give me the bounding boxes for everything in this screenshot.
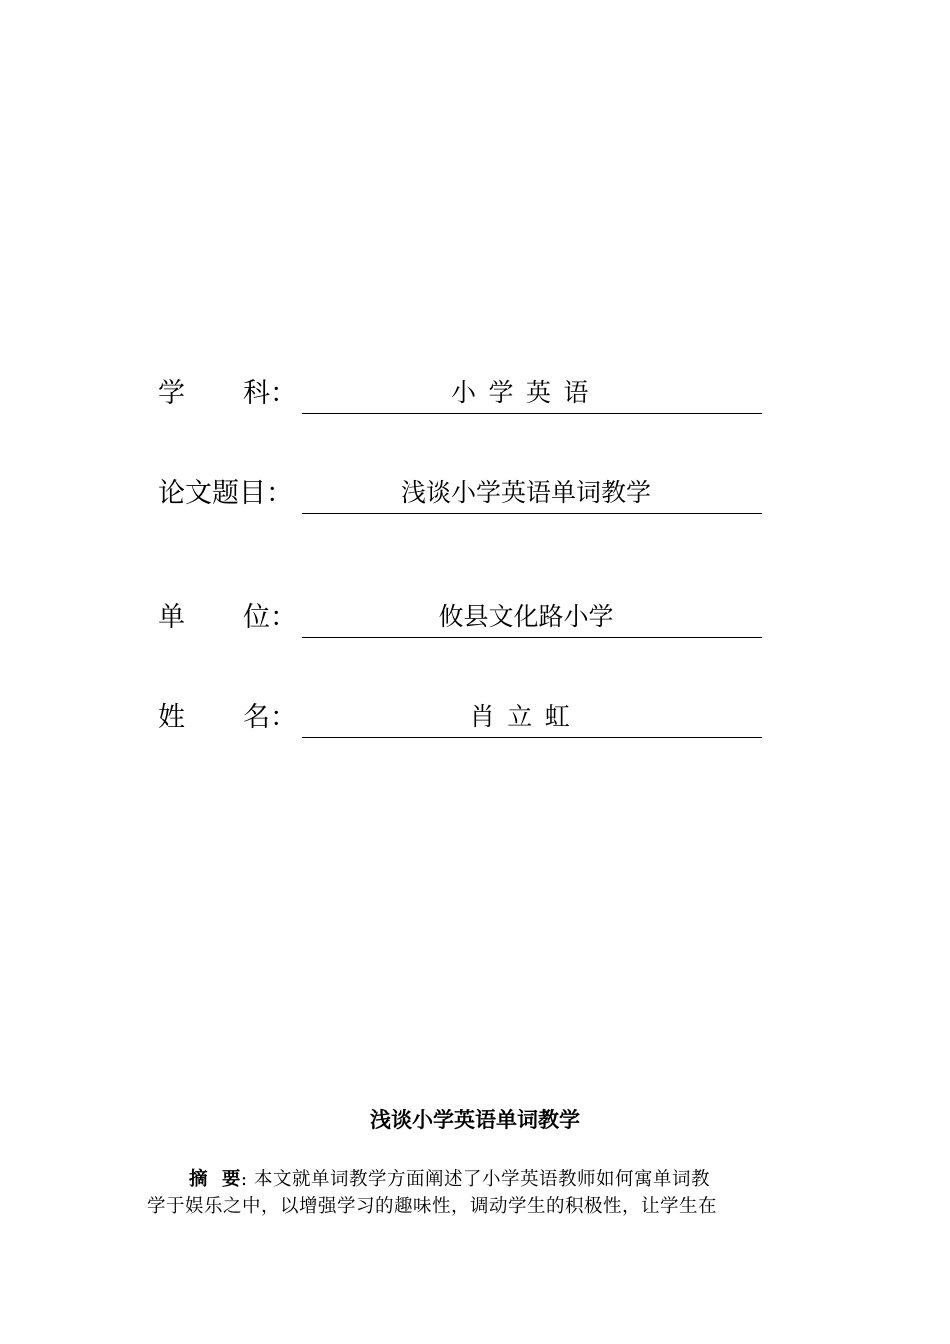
thesis-title-value: 浅谈小学英语单词教学 [400,478,651,507]
abstract-line-1 [147,1166,813,1193]
thesis-title-field [158,474,762,514]
unit-value: 攸县文化路小学 [438,602,614,631]
subject-label-char-1: 学 [158,378,185,409]
thesis-title-underline [302,473,762,514]
name-label-char-2: 名 [243,702,270,733]
subject-label [158,374,297,414]
abstract-paragraph [147,1166,813,1220]
thesis-title-label [158,474,293,514]
unit-label-char-1: 单 [158,602,185,633]
unit-label-colon: ： [270,602,297,633]
subject-value: 小学英语 [450,378,601,407]
name-field [158,698,762,738]
unit-label [158,598,297,638]
subject-label-char-2: 科 [243,378,270,409]
name-label [158,698,297,738]
subject-underline [302,373,762,414]
article-title: 浅谈小学英语单词教学 [370,1108,580,1132]
abstract-label: 摘 要 [189,1169,241,1190]
name-underline [302,697,762,738]
subject-field [158,374,762,414]
subject-label-colon: ： [270,378,297,409]
abstract-text-1: 本文就单词教学方面阐述了小学英语教师如何寓单词教 [247,1169,711,1190]
thesis-title-label-text: 论文题目 [158,478,266,509]
unit-field [158,598,762,638]
name-value: 肖立虹 [469,702,583,731]
name-label-colon: ： [270,702,297,733]
abstract-line-2: 学于娱乐之中，以增强学习的趣味性，调动学生的积极性，让学生在 [147,1196,718,1217]
name-label-char-1: 姓 [158,702,185,733]
abstract-colon: : [240,1169,248,1190]
unit-label-char-2: 位 [243,602,270,633]
unit-underline [302,597,762,638]
thesis-title-label-colon: ： [266,478,293,509]
